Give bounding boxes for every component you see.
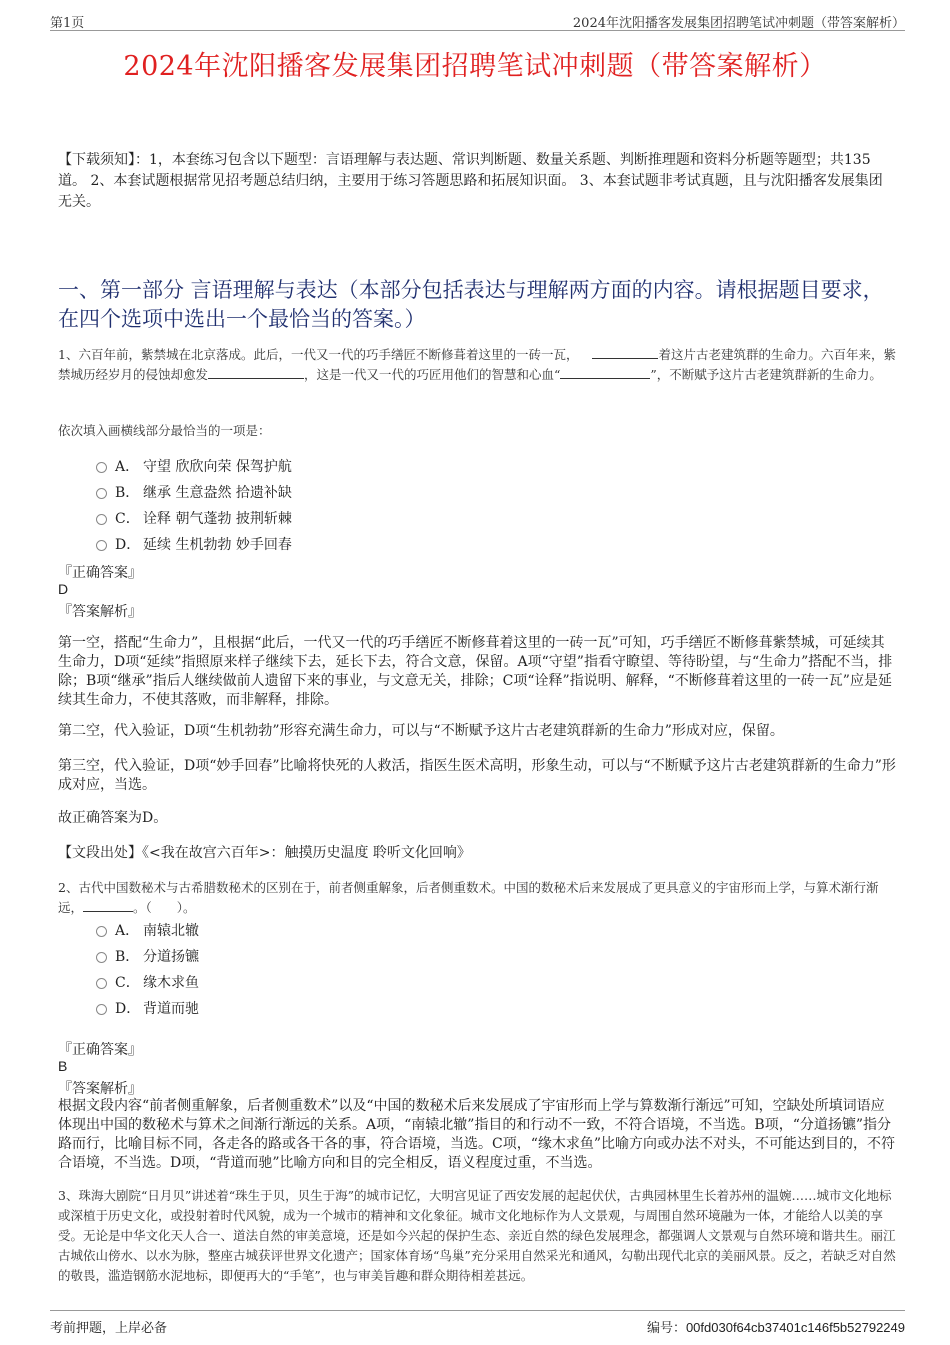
q1-analysis-label: 『答案解析』: [58, 604, 142, 620]
question-1-stem: 1、六百年前，紫禁城在北京落成。此后，一代又一代的巧手缮匠不断修葺着这里的一砖一瓦， 着这片古老建筑群的生命力。六百年来，紫禁城历经岁月的侵蚀却愈发 ，这是一代又一代的巧匠用他们的智慧和心血“ ”，不断赋予这片古老建筑群新的生命力。: [58, 347, 896, 382]
radio-icon[interactable]: [96, 540, 107, 551]
blank-2: [208, 366, 304, 379]
radio-icon[interactable]: [96, 952, 107, 963]
q2-answer-label: 『正确答案』: [58, 1042, 142, 1058]
radio-icon[interactable]: [96, 978, 107, 989]
q1-answer-label: 『正确答案』: [58, 565, 142, 581]
question-3-stem: 3、珠海大剧院“日月贝”讲述着“珠生于贝，贝生于海”的城市记忆，大明宫见证了西安发展的起起伏伏，古典园林里生长着苏州的温婉……城市文化地标或深植于历史文化，或投射着时代风貌，成为一个城市的精神和文化象征。城市文化地标作为人文景观，与周围自然环境融为一体，才能给人以美的享受。无论是中华文化天人合一、道法自然的审美意境，还是如今兴起的保护生态、亲近自然的绿色发展理念，都强调人文景观与自然环境和谐共生。丽江古城依山傍水、以水为脉，整座古城获评世界文化遗产；国家体育场“鸟巢”充分采用自然采光和通风，勾勒出现代北京的美丽风景。反之，若缺乏对自然的敬畏，滥造钢筋水泥地标，即便再大的“手笔”，也与审美旨趣和群众期待相差甚远。: [58, 1188, 896, 1283]
footer-code: 编号：00fd030f64cb37401c146f5b52792249: [646, 1320, 905, 1335]
q2-option-d[interactable]: D． 背道而驰: [96, 998, 199, 1018]
q1-analysis-2: 第二空，代入验证，D项“生机勃勃”形容充满生命力，可以与“不断赋予这片古老建筑群新的生命力”形成对应，保留。: [58, 723, 784, 739]
page-header: [50, 10, 905, 31]
radio-icon[interactable]: [96, 514, 107, 525]
q2-option-c[interactable]: C． 缘木求鱼: [96, 972, 199, 992]
section-heading: 一、第一部分 言语理解与表达（本部分包括表达与理解两方面的内容。请根据题目要求，在四个选项中选出一个最恰当的答案。）: [58, 278, 884, 331]
q1-option-b[interactable]: B． 继承 生意盎然 拾遗补缺: [96, 482, 292, 502]
q2-analysis-label: 『答案解析』: [58, 1081, 142, 1097]
radio-icon[interactable]: [96, 926, 107, 937]
q2-option-a[interactable]: A． 南辕北辙: [96, 920, 199, 940]
page-number: 第1页: [50, 16, 85, 31]
q1-source: 【文段出处】《<我在故宫六百年>：触摸历史温度 聆听文化回响》: [58, 845, 471, 861]
q2-answer: B: [58, 1058, 68, 1074]
q1-option-d[interactable]: D． 延续 生机勃勃 妙手回春: [96, 534, 292, 554]
q1-analysis-3: 第三空，代入验证，D项“妙手回春”比喻将快死的人救活，指医生医术高明，形象生动，可以与“不断赋予这片古老建筑群新的生命力”形成对应，当选。: [58, 758, 896, 793]
q1-option-c[interactable]: C． 诠释 朝气蓬勃 披荆斩棘: [96, 508, 292, 528]
radio-icon[interactable]: [96, 462, 107, 473]
page-footer: [50, 1310, 905, 1336]
blank-1: [592, 346, 658, 359]
question-1-prompt: 依次填入画横线部分最恰当的一项是：: [58, 423, 271, 438]
q2-analysis: 根据文段内容“前者侧重解象，后者侧重数术”以及“中国的数秘术后来发展成了宇宙形而上学与算数渐行渐远”可知，空缺处所填词语应体现出中国的数秘术与算术之间渐行渐远的关系。A项，“南辕北辙”指目的和行动不一致，不符合语境，不当选。B项，“分道扬镳”指分路而行，比喻目标不同，各走各的路或各干各的事，符合语境，当选。C项，“缘木求鱼”比喻方向或办法不对头，不可能达到目的，不符合语境，不当选。D项，“背道而驰”比喻方向和目的完全相反，语义程度过重，不当选。: [58, 1098, 896, 1171]
blank-3: [560, 366, 650, 379]
footer-slogan: 考前押题，上岸必备: [50, 1321, 168, 1336]
page-title: 2024年沈阳播客发展集团招聘笔试冲刺题（带答案解析）: [123, 51, 827, 82]
download-notice: 【下载须知】：1，本套练习包含以下题型：言语理解与表达题、常识判断题、数量关系题、判断推理题和资料分析题等题型；共135道。 2、本套试题根据常见招考题总结归纳，主要用于练习答题思路和拓展知识面。 3、本套试题非考试真题，且与沈阳播客发展集团无关。: [58, 152, 883, 210]
q2-option-b[interactable]: B． 分道扬镳: [96, 946, 199, 966]
radio-icon[interactable]: [96, 1004, 107, 1015]
q1-analysis-1: 第一空，搭配“生命力”，且根据“此后，一代又一代的巧手缮匠不断修葺着这里的一砖一瓦”可知，巧手缮匠不断修葺紫禁城，可延续其生命力，D项“延续”指照原来样子继续下去，延长下去，符合文意，保留。A项“守望”指看守瞭望、等待盼望，与“生命力”搭配不当，排除；B项“继承”指后人继续做前人遗留下来的事业，与文意无关，排除；C项“诠释”指说明、解释，“不断修葺着这里的一砖一瓦”应是延续其生命力，不使其落败，而非解释，排除。: [58, 635, 893, 708]
q1-option-a[interactable]: A． 守望 欣欣向荣 保驾护航: [96, 456, 292, 476]
q1-conclusion: 故正确答案为D。: [58, 810, 168, 826]
q1-answer: D: [58, 581, 69, 597]
radio-icon[interactable]: [96, 488, 107, 499]
blank-q2: [83, 899, 133, 912]
question-2-stem: 2、古代中国数秘术与古希腊数秘术的区别在于，前者侧重解象，后者侧重数术。中国的数秘术后来发展成了更具意义的宇宙形而上学，与算术渐行渐远， 。（ ）。: [58, 880, 879, 915]
header-doc-title: 2024年沈阳播客发展集团招聘笔试冲刺题（带答案解析）: [572, 16, 905, 31]
